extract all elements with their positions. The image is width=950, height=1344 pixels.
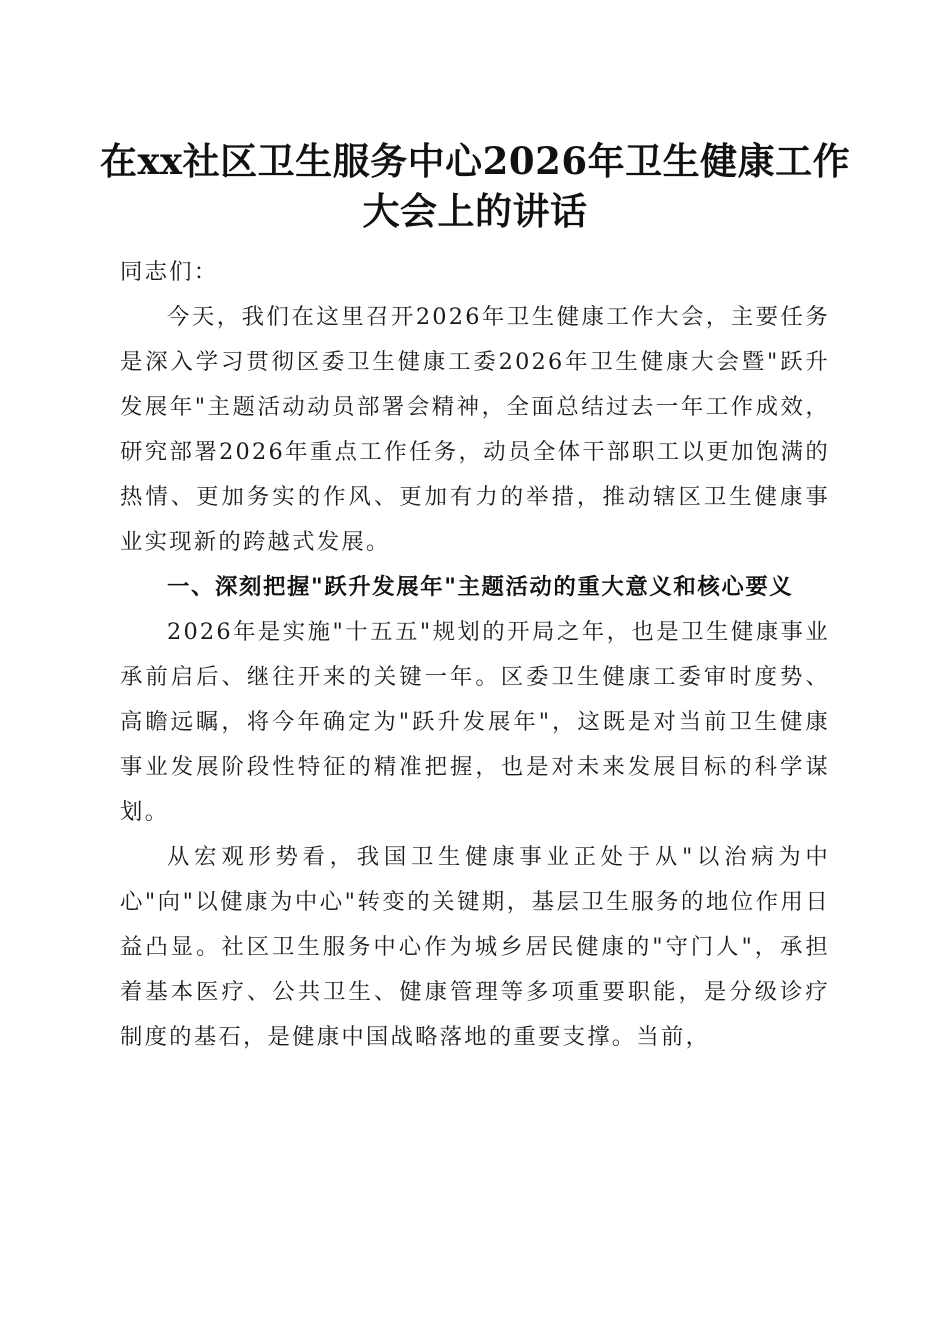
section1-paragraph-1: 2026年是实施"十五五"规划的开局之年，也是卫生健康事业承前启后、继往开来的关键一年。区委卫生健康工委审时度势、高瞻远瞩，将今年确定为"跃升发展年"，这既是对当前卫生健康事业发展阶段性特征的精准把握，也是对未来发展目标的科学谋划。 xyxy=(120,619,830,825)
document-body xyxy=(120,250,830,1060)
section-heading-1: 一、深刻把握"跃升发展年"主题活动的重大意义和核心要义 xyxy=(167,574,794,600)
section1-paragraph-2: 从宏观形势看，我国卫生健康事业正处于从"以治病为中心"向"以健康为中心"转变的关键期，基层卫生服务的地位作用日益凸显。社区卫生服务中心作为城乡居民健康的"守门人"，承担着基本医疗、公共卫生、健康管理等多项重要职能，是分级诊疗制度的基石，是健康中国战略落地的重要支撑。当前， xyxy=(120,844,830,1050)
salutation: 同志们： xyxy=(120,259,219,285)
title-line-2: 大会上的讲话 xyxy=(362,189,588,233)
intro-paragraph: 今天，我们在这里召开2026年卫生健康工作大会，主要任务是深入学习贯彻区委卫生健康工委2026年卫生健康大会暨"跃升发展年"主题活动动员部署会精神，全面总结过去一年工作成效，研究部署2026年重点工作任务，动员全体干部职工以更加饱满的热情、更加务实的作风、更加有力的举措，推动辖区卫生健康事业实现新的跨越式发展。 xyxy=(120,304,830,555)
document-title xyxy=(100,136,850,236)
title-line-1: 在xx社区卫生服务中心2026年卫生健康工作 xyxy=(100,139,851,183)
